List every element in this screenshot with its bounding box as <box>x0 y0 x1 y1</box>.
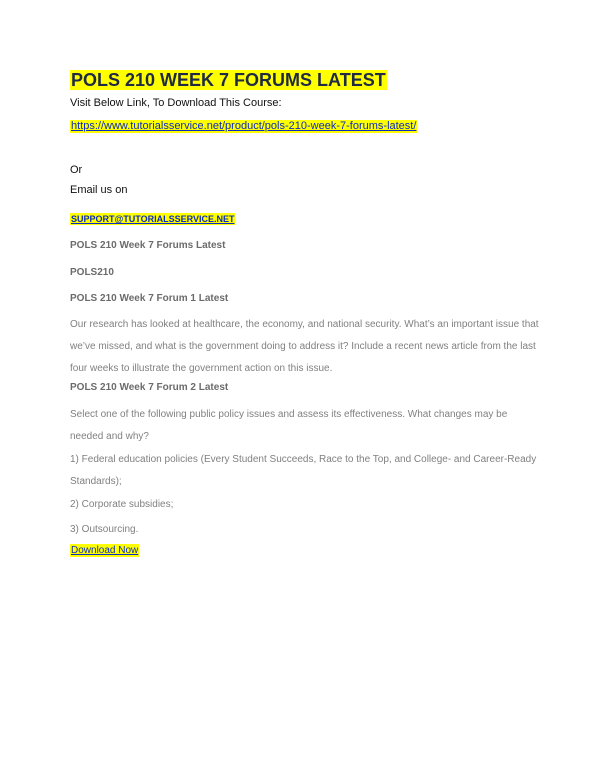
download-now-link[interactable]: Download Now <box>71 545 139 556</box>
course-code: POLS210 <box>70 267 114 278</box>
section-title: POLS 210 Week 7 Forums Latest <box>70 240 226 251</box>
forum-2-intro: Select one of the following public policy issues and assess its effectiveness. What changes may be needed and why? <box>70 409 508 442</box>
visit-instruction: Visit Below Link, To Download This Course: <box>70 97 282 109</box>
email-label: Email us on <box>70 184 128 196</box>
forum-2-heading: POLS 210 Week 7 Forum 2 Latest <box>70 382 229 393</box>
policy-item-3: 3) Outsourcing. <box>70 524 139 535</box>
document-title: POLS 210 WEEK 7 FORUMS LATEST <box>71 70 386 90</box>
forum-1-heading: POLS 210 Week 7 Forum 1 Latest <box>70 293 229 304</box>
forum-1-text: Our research has looked at healthcare, the economy, and national security. What’s an important issue that we’ve missed, and what is the government doing to address it? Include a recent news article from the last four weeks to illustrate the government action on this issue. <box>70 319 539 374</box>
support-email-link[interactable]: SUPPORT@TUTORIALSSERVICE.NET <box>71 214 235 224</box>
policy-item-1: 1) Federal education policies (Every Student Succeeds, Race to the Top, and College- and Career-Ready Standards); <box>70 454 537 487</box>
course-link[interactable]: https://www.tutorialsservice.net/product/pols-210-week-7-forums-latest/ <box>71 120 417 132</box>
or-text: Or <box>70 164 83 176</box>
policy-item-2: 2) Corporate subsidies; <box>70 499 174 510</box>
